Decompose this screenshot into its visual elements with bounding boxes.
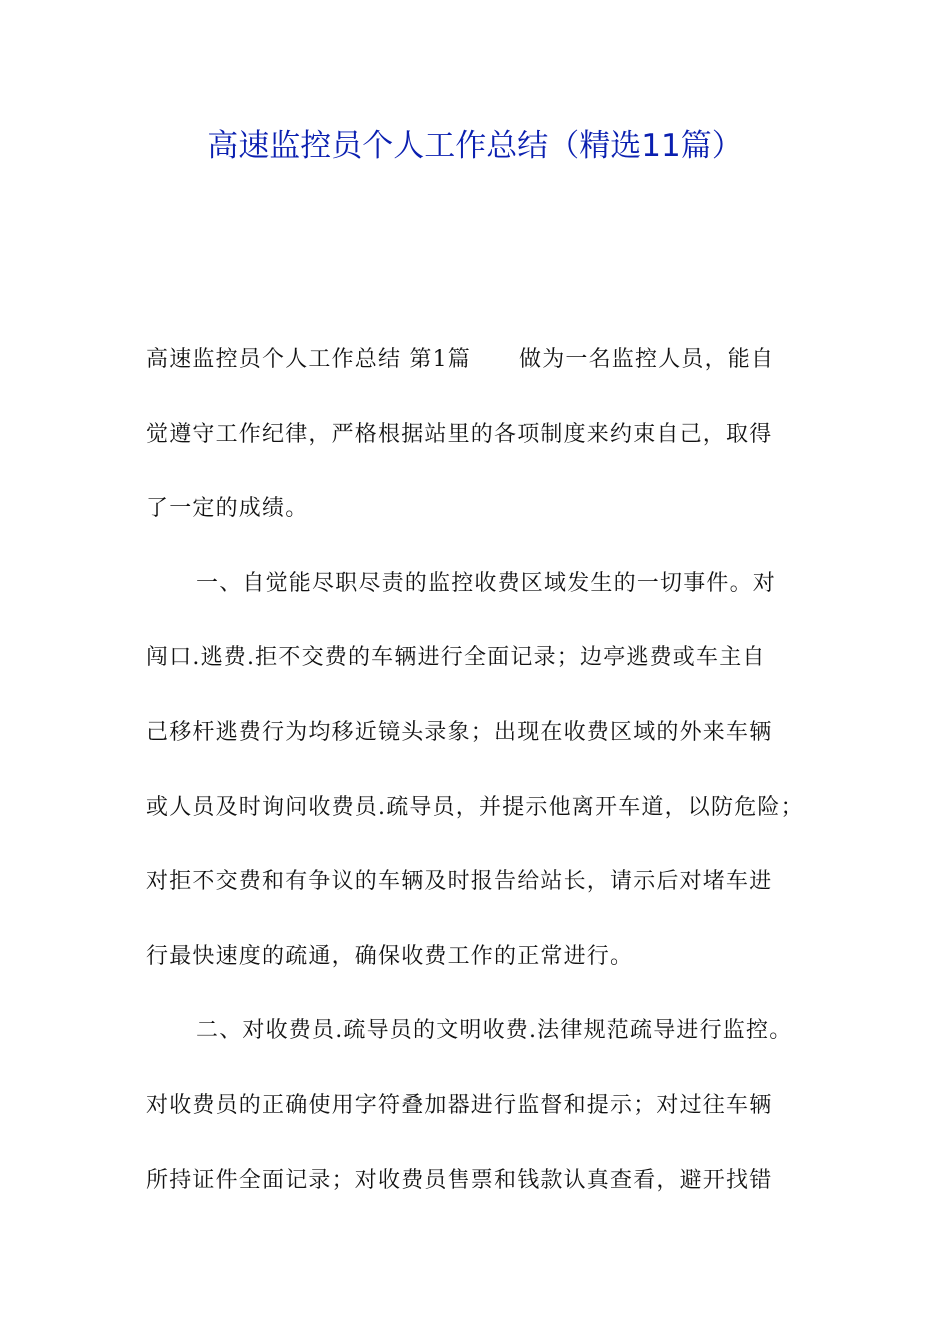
document-body — [146, 338, 846, 1233]
paragraph-line-8: 对拒不交费和有争议的车辆及时报告给站长，请示后对堵车进 — [146, 869, 773, 895]
section-heading: 高速监控员个人工作总结 第1篇 — [146, 347, 471, 372]
document-title: 高速监控员个人工作总结（精选11篇） — [207, 128, 743, 164]
paragraph-line-5: 闯口.逃费.拒不交费的车辆进行全面记录；边亭逃费或车主自 — [146, 645, 766, 671]
paragraph-line-4: 一、自觉能尽职尽责的监控收费区域发生的一切事件。对 — [196, 570, 777, 596]
paragraph-line-2: 觉遵守工作纪律，严格根据站里的各项制度来约束自己，取得 — [146, 421, 773, 447]
paragraph-line-7: 或人员及时询问收费员.疏导员，并提示他离开车道，以防危险； — [146, 794, 804, 820]
paragraph-line-12: 所持证件全面记录；对收费员售票和钱款认真查看，避开找错 — [146, 1167, 773, 1193]
paragraph-line-3: 了一定的成绩。 — [146, 496, 309, 522]
paragraph-line-10: 二、对收费员.疏导员的文明收费.法律规范疏导进行监控。 — [196, 1018, 793, 1044]
paragraph-line-1 — [146, 338, 846, 413]
paragraph-line-6: 己移杆逃费行为均移近镜头录象；出现在收费区域的外来车辆 — [146, 719, 773, 745]
paragraph-line-11: 对收费员的正确使用字符叠加器进行监督和提示；对过往车辆 — [146, 1092, 773, 1118]
paragraph-text: 做为一名监控人员，能自 — [519, 347, 775, 372]
paragraph-line-9: 行最快速度的疏通，确保收费工作的正常进行。 — [146, 943, 634, 969]
